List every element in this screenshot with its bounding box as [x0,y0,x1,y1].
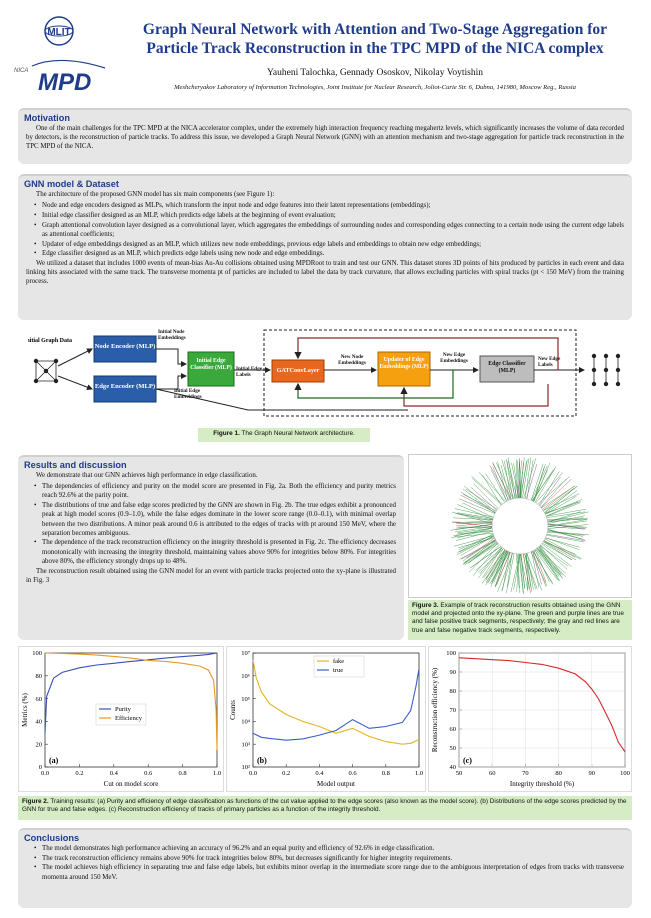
x-tick-label: 0.0 [40,770,50,777]
mlit-logo-text: MLIT [47,27,71,38]
track-segment [498,462,508,501]
initial-edge-labels-label: Initial Edge Labels [236,366,263,378]
conclusions-section [18,828,632,908]
gnn-components-list [26,201,624,258]
figure-3-caption [408,600,632,640]
list-item: • The distributions of true and false edge scores predicted by the GNN are shown in Fig. 2b. The true edges exhibit a pronounced peak at high model scores (0.9–1.0), while the false edges dominate in the lower score range (0.0–0.1), with minimal overlap between the two distributions. A minor peak around 0.6 is attributed to the edges of tracks with pt around 150 MeV, where the separation becomes ambiguous. [34,501,396,538]
track-segment [515,459,516,498]
mpd-logo [10,56,110,96]
x-tick-label: 100 [620,770,630,777]
nica-logo-text: NICA [14,68,29,74]
y-tick-label: 90 [449,669,456,677]
x-tick-label: 0.8 [381,770,390,777]
y-tick-label: 100 [446,650,456,658]
legend-entry: Efficiency [115,715,142,722]
x-tick-label: 80 [555,770,562,777]
x-axis-label: Model output [317,780,355,788]
chart-2a [18,646,224,792]
track-segment [463,543,498,565]
y-tick-label: 70 [449,707,456,715]
list-item: • Node and edge encoders designed as MLPs, which transform the input node and edge features into their latent representations (embeddings); [34,201,624,210]
poster-title [110,20,640,58]
x-tick-label: 1.0 [212,770,222,777]
results-list [26,482,396,566]
list-item: • The dependence of the track reconstruction efficiency on the integrity threshold is presented in Fig. 2c. The efficiency decreases monotonically with increasing the integrity threshold, maintaining values above 90% for integrities below 80%. For integrities above 80%, the efficiency strongly drops up to 48%. [34,538,396,566]
track-segment [540,477,561,506]
edge-encoder-label: Edge Encoder (MLP) [94,383,156,390]
track-segment [511,554,520,592]
x-tick-label: 60 [488,770,496,777]
initial-graph-label: Initial Graph Data [28,338,73,344]
legend-entry: true [333,667,344,674]
new-node-embeddings-label: New Node Embeddings [338,354,366,366]
x-tick-label: 0.8 [178,770,187,777]
architecture-diagram [28,326,626,426]
output-graph-icon [592,354,620,386]
x-tick-label: 0.4 [315,770,324,777]
chart-2c [428,646,632,792]
y-tick-label: 10² [241,764,250,772]
y-axis-label: Metrics (%) [21,693,29,727]
input-graph-icon [34,359,58,383]
x-tick-label: 0.4 [109,770,118,777]
list-item: • Initial edge classifier designed as an MLP, which predicts edge labels at the beginning of event evaluation; [34,211,624,220]
y-tick-label: 80 [449,688,456,696]
results-section [18,455,404,640]
y-tick-label: 40 [35,718,42,726]
conclusions-list [26,844,624,882]
list-item: • The dependencies of efficiency and purity on the model score are presented in Fig. 2a. Both the efficiency and purity metrics reach 92.6% at the parity point. [34,482,396,500]
legend-entry: fake [333,658,345,665]
y-axis-label: Counts [229,700,237,720]
mlit-logo [34,14,84,48]
panel-label: (b) [257,756,267,765]
x-tick-label: 70 [522,770,529,777]
y-tick-label: 10⁴ [241,718,250,726]
chart-2b [226,646,426,792]
track-segment [547,535,584,542]
x-tick-label: 50 [455,770,463,777]
y-tick-label: 0 [38,764,42,772]
list-item: • Edge classifier designed as an MLP, which predicts edge labels using new node and edge embeddings. [34,249,624,258]
x-tick-label: 90 [588,770,596,777]
y-tick-label: 20 [35,741,42,749]
new-edge-embeddings-label: New Edge Embeddings [440,352,468,364]
y-tick-label: 100 [32,650,42,658]
x-axis-label: Cut on model score [103,780,159,788]
track-segment [531,464,543,501]
list-item: • Updater of edge embeddings designed as an MLP, which utilizes new node embeddings, previous edge labels and embeddings to obtain new edge embeddings; [34,240,624,249]
track-segment [548,531,589,535]
mpd-logo-text: MPD [38,69,92,96]
y-axis-label: Reconstruction efficiency (%) [431,667,439,753]
figure-3-text: Example of track reconstruction results obtained using the GNN model and projected onto the xy-plane. The green and purple lines are true and false positive track segments, respectively; the gray and red lines are true and false negative track segments, respectively. [412,602,624,634]
legend-entry: Purity [115,706,131,713]
edge-classifier-label: Edge Classifier (MLP) [488,361,526,374]
list-item: • Graph attentional convolution layer designed as a convolutional layer, which aggregates the embeddings of surrounding nodes and corresponding edges connecting to a certain node using the current edge labels as attentional coefficients; [34,221,624,239]
x-tick-label: 0.2 [75,770,84,777]
new-edge-labels-label: New Edge Labels [538,356,561,368]
gnn-model-section [18,174,632,320]
gnn-title: GNN model & Dataset [24,179,119,189]
track-segment [491,550,505,587]
x-axis-label: Integrity threshold (%) [509,780,575,788]
x-tick-label: 0.6 [348,770,357,777]
title-line-1: Graph Neural Network with Attention and Two-Stage Aggregation for [142,21,608,38]
figure-3-label: Figure 3. [412,602,439,609]
gatconv-layer-label: GATConvLayer [276,367,320,374]
title-line-2: Particle Track Reconstruction in the TPC MPD of the NICA complex [146,40,604,57]
figure-2-caption [18,796,632,820]
track-segment [545,538,579,547]
conclusions-title: Conclusions [24,833,80,843]
track-segment [532,552,539,588]
node-encoder-label: Node Encoder (MLP) [94,343,156,350]
initial-edge-classifier-label: Initial Edge Classifier (MLP) [190,358,232,371]
authors: Yauheni Talochka, Gennady Ososkov, Nikolay Voytishin [267,68,483,78]
y-tick-label: 10⁵ [241,695,250,703]
track-segment [458,528,492,533]
track-segment [459,499,495,514]
y-tick-label: 60 [35,695,42,703]
list-item: • The model achieves high efficiency in separating true and false edge labels, but exhibits minor overlap in the intermediate score range due to the ambiguous interpretation of edges from tracks with transverse momenta around 150 MeV. [34,863,624,881]
y-tick-label: 50 [449,745,456,753]
track-segment [461,492,495,513]
results-intro: We demonstrate that our GNN achieves high performance in edge classification. [36,472,258,479]
y-tick-label: 10³ [241,741,250,749]
figure-1-label: Figure 1. [213,430,240,437]
figure-2-text: Training results: (a) Purity and efficiency of edge classification as functions of the cut value applied to the edge scores (also known as the model score). (b) Distributions of the edge scores predicted by the GNN for true and false edges. (c) Reconstruction efficiency of tracks of primary particles as a function of the integrity threshold. [22,798,627,814]
track-segment [539,547,566,578]
affiliation: Meshcheryakov Laboratory of Information Technologies, Joint Institute for Nuclear Research, Joliot-Curie Str. 6, Dubna, 141980, Moscow Reg., Russia [174,84,576,91]
y-tick-label: 40 [449,764,456,772]
track-segment [464,544,498,565]
gnn-dataset-text: We utilized a dataset that includes 1000 events of mean-bias Au-Au collisions obtained using MPDRoot to train and test our GNN. This dataset stores 3D points of hits produced by particles in each event and data linking hits associated with the same track. The transverse momenta pt of particles are included to label the data by track curvature, that allows excluding particles with spiral tracks (pt < 150 MeV) from the training process. [26,259,624,286]
initial-node-embeddings-label: Initial Node Embeddings [158,329,186,341]
list-item: • The track reconstruction efficiency remains above 90% for track integrities below 80%, but decreases significantly for higher integrity requirements. [34,854,624,863]
inner-radius [492,498,548,554]
motivation-text: One of the main challenges for the TPC MPD at the NICA accelerator complex, under the extremely high interaction frequency reaching megahertz levels, which significantly increases the volume of data recorded by detectors, is the reconstruction of particle tracks. To address this issue, we developed a Graph Neural Network (GNN) with an attention mechanism and two-stage aggregation for particle track reconstruction in the TPC MPD of the NICA. [26,125,624,151]
initial-edge-embeddings-label: Initial Edge Embeddings [174,388,202,400]
gnn-intro: The architecture of the proposed GNN model has six main components (see Figure 1): [36,191,275,198]
x-tick-label: 0.6 [144,770,153,777]
y-tick-label: 10⁷ [241,650,250,658]
results-outro: The reconstruction result obtained using the GNN model for an event with particle tracks projected onto the xy-plane is illustrated in Fig. 3 [26,567,396,584]
figure-1-text: The Graph Neural Network architecture. [241,430,355,437]
track-segment [465,540,496,563]
series-line [45,653,217,750]
track-segment [456,527,492,528]
track-segment [463,489,495,513]
panel-label: (c) [463,756,472,765]
track-segment [457,534,493,553]
updater-label: Updater of Edge Embeddings (MLP) [379,357,429,370]
series-line [253,669,419,740]
y-tick-label: 10⁶ [241,673,250,680]
x-tick-label: 0.0 [248,770,258,777]
x-tick-label: 0.2 [282,770,291,777]
results-title: Results and discussion [24,460,127,470]
track-segment [493,467,507,501]
figure-2-label: Figure 2. [22,798,49,805]
list-item: • The model demonstrates high performance achieving an accuracy of 96.2% and an equal purity and efficiency of 92.6% in edge classification. [34,844,624,853]
motivation-title: Motivation [24,113,70,123]
y-tick-label: 60 [449,726,456,734]
x-tick-label: 1.0 [414,770,424,777]
figure-1-caption [198,428,370,442]
y-tick-label: 80 [35,673,42,680]
track-segment [455,509,494,518]
motivation-section [18,108,632,164]
track-segment [545,486,578,512]
panel-label: (a) [49,756,59,765]
track-reconstruction-image [408,454,632,598]
